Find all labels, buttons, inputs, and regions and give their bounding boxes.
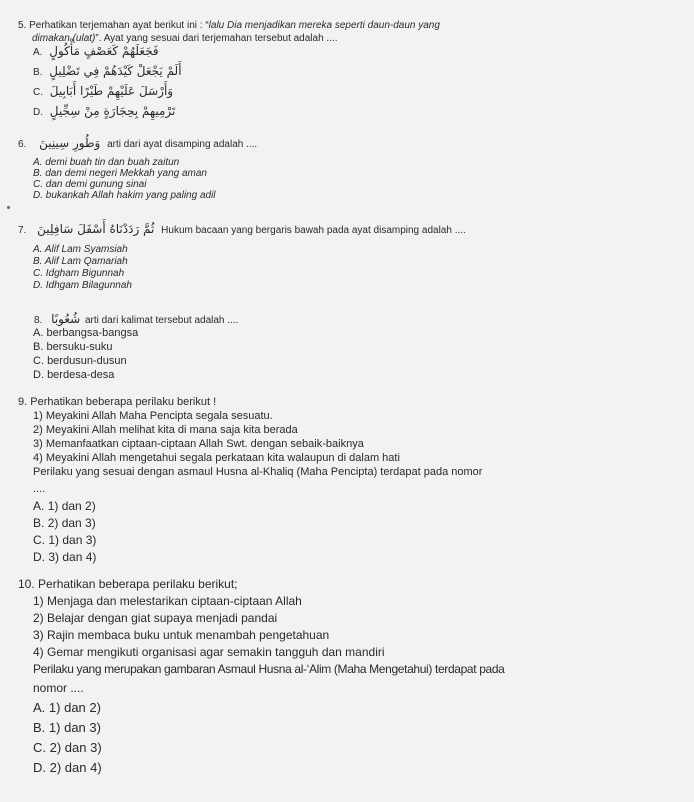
q6-stem — [18, 137, 257, 150]
q9-question-line2: .... — [33, 483, 46, 495]
option-letter: C. — [33, 87, 43, 98]
option-letter: B. — [33, 67, 43, 78]
option-letter: C. — [33, 355, 44, 367]
option-text: Alif Lam Qamariah — [44, 256, 128, 267]
option-letter: C. — [33, 740, 46, 755]
q6-option-c[interactable] — [33, 179, 146, 190]
option-text: Idhgam Bilagunnah — [45, 280, 132, 291]
q10-item-2: 2) Belajar dengan giat supaya menjadi pandai — [33, 611, 278, 625]
option-letter: B. — [33, 168, 43, 179]
q9-item-3: 3) Memanfaatkan ciptaan-ciptaan Allah Swt. dengan sebaik-baiknya — [33, 438, 364, 450]
option-text: 1) dan 2) — [47, 499, 96, 513]
q7-stem — [18, 223, 466, 236]
q9-item-4: 4) Meyakini Allah mengetahui segala perkataan kita walaupun di dalam hati — [33, 452, 400, 464]
q5-stem-quote-end: dimakan (ulat) — [32, 33, 96, 44]
q10-stem — [18, 578, 238, 591]
q5-option-d[interactable] — [33, 105, 175, 118]
q8-option-a[interactable] — [33, 327, 138, 339]
option-text: dan demi gunung sinai — [45, 179, 147, 190]
q7-option-d[interactable] — [33, 280, 132, 291]
q5-option-d-arabic: تَرْمِيهِمْ بِحِجَارَةٍ مِنْ سِجِّيلٍ — [49, 104, 176, 118]
q10-option-a[interactable] — [33, 701, 101, 715]
option-letter: A. — [33, 700, 46, 715]
q6-number: 6. — [18, 139, 27, 150]
q9-option-d[interactable] — [33, 551, 96, 564]
q5-number: 5. — [18, 20, 27, 31]
option-letter: A. — [33, 499, 45, 513]
option-letter: B. — [33, 720, 46, 735]
option-text: bersuku-suku — [46, 341, 113, 353]
option-text: dan demi negeri Mekkah yang aman — [45, 168, 207, 179]
q8-option-c[interactable] — [33, 355, 127, 367]
option-text: demi buah tin dan buah zaitun — [45, 157, 180, 168]
option-letter: D. — [33, 550, 45, 564]
q5-stem-line1 — [18, 20, 440, 31]
q6-option-b[interactable] — [33, 168, 207, 179]
q8-number: 8. — [34, 315, 43, 326]
q9-option-b[interactable] — [33, 517, 96, 530]
q9-stem — [18, 396, 216, 408]
q10-item-4: 4) Gemar mengikuti organisasi agar semakin tangguh dan mandiri — [33, 645, 385, 659]
option-text: Idgham Bigunnah — [45, 268, 125, 279]
q5-stem-line2 — [32, 33, 338, 44]
q5-option-a-arabic: فَجَعَلَهُمْ كَعَصْفٍ مَأْكُولٍ — [49, 44, 159, 58]
q9-question-line1: Perilaku yang sesuai dengan asmaul Husna al-Khaliq (Maha Pencipta) terdapat pada nomor — [33, 466, 483, 478]
q9-item-1: 1) Meyakini Allah Maha Pencipta segala sesuatu. — [33, 410, 273, 422]
q8-stem — [34, 313, 238, 326]
q10-option-d[interactable] — [33, 761, 102, 775]
option-letter: D. — [33, 107, 43, 118]
option-text: berbangsa-bangsa — [46, 327, 139, 339]
option-text: 1) dan 3) — [48, 720, 101, 735]
option-letter: B. — [33, 256, 43, 267]
q8-arabic-word: شُعُوبًا — [51, 312, 81, 326]
q9-number: 9. — [18, 396, 28, 408]
q7-arabic-verse: ثُمَّ رَدَدْنَاهُ أَسْفَلَ سَافِلِينَ — [37, 222, 155, 236]
q10-question-line1: Perilaku yang merupakan gambaran Asmaul Husna al-‘Alim (Maha Mengetahui) terdapat pada — [33, 662, 505, 676]
q9-option-c[interactable] — [33, 534, 96, 547]
option-text: 2) dan 3) — [49, 740, 102, 755]
option-letter: C. — [33, 533, 45, 547]
q5-option-c[interactable] — [33, 85, 173, 98]
option-text: 2) dan 3) — [47, 516, 96, 530]
q9-option-a[interactable] — [33, 500, 96, 513]
option-letter: A. — [33, 244, 43, 255]
option-text: 1) dan 2) — [48, 700, 101, 715]
q5-option-c-arabic: وَأَرْسَلَ عَلَيْهِمْ طَيْرًا أَبَابِيلَ — [49, 84, 174, 98]
option-letter: A. — [33, 47, 43, 58]
q10-number: 10. — [18, 577, 35, 591]
q7-option-b[interactable] — [33, 256, 128, 267]
q5-stem-tail: ”. Ayat yang sesuai dari terjemahan tersebut adalah .... — [95, 33, 338, 44]
option-text: 2) dan 4) — [49, 760, 102, 775]
q10-question-line2: nomor .... — [33, 681, 84, 695]
q5-option-b[interactable] — [33, 65, 182, 78]
q6-arabic-verse: وَطُورِ سِينِينَ — [39, 136, 101, 150]
option-letter: D. — [33, 760, 46, 775]
q6-option-d[interactable] — [33, 190, 216, 201]
q10-option-c[interactable] — [33, 741, 102, 755]
option-text: Alif Lam Syamsiah — [44, 244, 128, 255]
option-letter: D. — [33, 190, 43, 201]
q9-stem-text: Perhatikan beberapa perilaku berikut ! — [30, 396, 217, 408]
q6-stem-text: arti dari ayat disamping adalah .... — [107, 139, 258, 150]
option-letter: C. — [33, 268, 43, 279]
q5-stem-quote: lalu Dia menjadikan mereka seperti daun-daun yang — [208, 20, 440, 31]
option-letter: C. — [33, 179, 43, 190]
option-text: bukankah Allah hakim yang paling adil — [45, 190, 216, 201]
q7-stem-text: Hukum bacaan yang bergaris bawah pada ayat disamping adalah .... — [161, 225, 466, 236]
q7-option-a[interactable] — [33, 244, 128, 255]
q8-option-d[interactable] — [33, 369, 114, 381]
q8-option-b[interactable] — [33, 341, 113, 353]
q7-option-c[interactable] — [33, 268, 124, 279]
option-text: 1) dan 3) — [48, 533, 97, 547]
q6-option-a[interactable] — [33, 157, 179, 168]
q10-item-1: 1) Menjaga dan melestarikan ciptaan-ciptaan Allah — [33, 594, 302, 608]
q10-stem-text: Perhatikan beberapa perilaku berikut; — [38, 577, 238, 591]
option-text: berdusun-dusun — [47, 355, 127, 367]
q5-option-a[interactable] — [33, 45, 159, 58]
q5-option-b-arabic: أَلَمْ يَجْعَلْ كَيْدَهُمْ فِي تَضْلِيلٍ — [49, 64, 182, 78]
q5-stem-text: Perhatikan terjemahan ayat berikut ini : “ — [29, 20, 209, 31]
option-letter: A. — [33, 157, 43, 168]
option-letter: D. — [33, 369, 44, 381]
option-letter: D. — [33, 280, 43, 291]
option-text: berdesa-desa — [47, 369, 115, 381]
option-letter: B. — [33, 341, 44, 353]
q8-stem-text: arti dari kalimat tersebut adalah .... — [84, 315, 239, 326]
option-letter: A. — [33, 327, 44, 339]
option-text: 3) dan 4) — [48, 550, 97, 564]
q10-option-b[interactable] — [33, 721, 101, 735]
q9-item-2: 2) Meyakini Allah melihat kita di mana saja kita berada — [33, 424, 298, 436]
stray-dot — [7, 206, 10, 209]
q7-number: 7. — [18, 225, 27, 236]
option-letter: B. — [33, 516, 45, 530]
q10-item-3: 3) Rajin membaca buku untuk menambah pengetahuan — [33, 628, 330, 642]
